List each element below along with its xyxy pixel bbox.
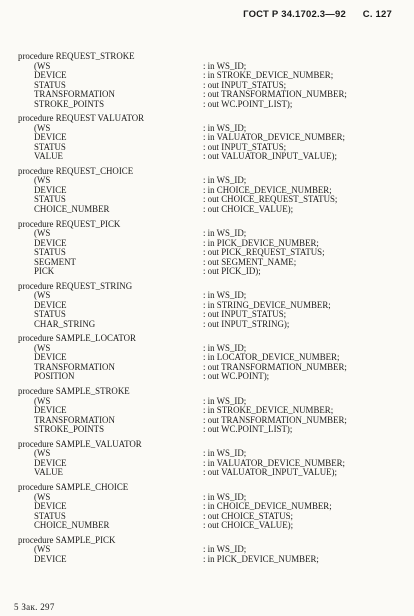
parameter-type: : out INPUT_STATUS; — [203, 309, 287, 320]
procedure-keyword: procedure — [18, 51, 54, 61]
parameter-type: : in STROKE_DEVICE_NUMBER; — [203, 405, 334, 416]
parameter-name: DEVICE — [34, 237, 67, 248]
procedure-keyword: procedure — [18, 280, 54, 291]
parameter-name: STROKE_POINTS — [34, 98, 105, 109]
procedure-name: REQUEST_PICK — [55, 218, 121, 229]
parameter-type: : out CHOICE_VALUE); — [203, 203, 294, 214]
procedure-name: SAMPLE_CHOICE — [55, 482, 129, 492]
page-footer: 5 Зак. 297 — [14, 602, 55, 612]
parameter-name: STATUS — [34, 194, 66, 205]
parameter-name: (WS — [34, 122, 51, 133]
procedure-name: REQUEST_STRING — [55, 280, 133, 291]
parameter-name: DEVICE — [34, 405, 67, 416]
parameter-name: CHOICE_NUMBER — [34, 520, 110, 530]
procedure-block — [18, 536, 398, 565]
procedure-block — [18, 334, 398, 382]
parameter-type: : in WS_ID; — [203, 544, 247, 555]
procedure-name: REQUEST VALUATOR — [55, 113, 145, 124]
parameter-type: : in VALUATOR_DEVICE_NUMBER; — [203, 132, 346, 143]
parameter-row — [18, 555, 398, 565]
parameter-name: CHOICE_NUMBER — [34, 203, 110, 214]
procedure-name: REQUEST_STROKE — [55, 51, 135, 61]
page-number: С. 127 — [362, 9, 392, 20]
parameter-name: STROKE_POINTS — [34, 424, 105, 435]
parameter-type: : in WS_ID; — [203, 395, 247, 406]
procedure-block — [18, 220, 398, 277]
parameter-type: : in PICK_DEVICE_NUMBER; — [203, 553, 319, 564]
parameter-type: : out SEGMENT_NAME; — [203, 256, 297, 267]
procedure-block — [18, 114, 398, 162]
parameter-row — [18, 267, 398, 277]
parameter-name: SEGMENT — [34, 256, 76, 267]
parameter-type: : out TRANSFORMATION_NUMBER; — [203, 89, 347, 99]
parameter-type: : in WS_ID; — [203, 290, 247, 301]
parameter-type: : in CHOICE_DEVICE_NUMBER; — [203, 184, 332, 195]
parameter-type: : out INPUT_STATUS; — [203, 79, 287, 90]
parameter-type: : out CHOICE_VALUE); — [203, 520, 294, 530]
parameter-row — [18, 372, 398, 382]
parameter-type: : out WC.POINT_LIST); — [203, 98, 293, 109]
parameter-name: DEVICE — [34, 352, 67, 363]
parameter-name: STATUS — [34, 247, 66, 258]
parameter-type: : out VALUATOR_INPUT_VALUE); — [203, 467, 337, 478]
parameter-name: (WS — [34, 395, 51, 406]
parameter-name: VALUE — [34, 151, 63, 162]
parameter-name: (WS — [34, 290, 51, 301]
parameter-name: (WS — [34, 175, 51, 186]
parameter-type: : out WC.POINT); — [203, 371, 270, 382]
parameter-name: (WS — [34, 228, 51, 239]
parameter-type: : in WS_ID; — [203, 122, 247, 133]
parameter-type: : out WC.POINT_LIST); — [203, 424, 293, 435]
procedure-keyword: procedure — [18, 438, 54, 449]
parameter-type: : in WS_ID; — [203, 228, 247, 239]
parameter-type: : in PICK_DEVICE_NUMBER; — [203, 237, 319, 248]
parameter-name: DEVICE — [34, 501, 67, 511]
parameter-type: : out INPUT_STRING); — [203, 318, 290, 329]
procedure-keyword: procedure — [18, 333, 54, 344]
parameter-type: : out PICK_REQUEST_STATUS; — [203, 247, 325, 258]
procedure-block — [18, 387, 398, 435]
parameter-row — [18, 320, 398, 330]
parameter-name: STATUS — [34, 79, 66, 90]
parameter-type: : out TRANSFORMATION_NUMBER; — [203, 361, 347, 372]
parameter-name: TRANSFORMATION — [34, 89, 115, 99]
parameter-type: : out VALUATOR_INPUT_VALUE); — [203, 151, 337, 162]
parameter-row — [18, 468, 398, 478]
parameter-row — [18, 152, 398, 162]
parameter-type: : in LOCATOR_DEVICE_NUMBER; — [203, 352, 340, 363]
procedure-name: SAMPLE_VALUATOR — [55, 438, 142, 449]
parameter-type: : out CHOICE_STATUS; — [203, 510, 294, 521]
parameter-name: PICK — [34, 266, 55, 277]
procedure-block — [18, 167, 398, 215]
parameter-name: (WS — [34, 544, 51, 555]
procedure-keyword: procedure — [18, 218, 54, 229]
procedure-name: SAMPLE_LOCATOR — [55, 333, 136, 344]
parameter-type: : out PICK_ID); — [203, 266, 261, 277]
procedure-name: REQUEST_CHOICE — [55, 165, 134, 176]
parameter-name: (WS — [34, 491, 51, 502]
procedure-listing — [18, 52, 398, 569]
parameter-type: : out TRANSFORMATION_NUMBER; — [203, 414, 347, 425]
parameter-type: : out INPUT_STATUS; — [203, 141, 287, 152]
parameter-type: : in STRING_DEVICE_NUMBER; — [203, 299, 331, 310]
parameter-name: VALUE — [34, 467, 63, 478]
parameter-type: : in WS_ID; — [203, 60, 247, 71]
parameter-type: : in WS_ID; — [203, 491, 247, 502]
parameter-name: (WS — [34, 342, 51, 353]
standard-number: ГОСТ Р 34.1702.3—92 — [243, 9, 346, 20]
procedure-block — [18, 52, 398, 109]
parameter-name: TRANSFORMATION — [34, 361, 115, 372]
parameter-row — [18, 425, 398, 435]
parameter-name: DEVICE — [34, 132, 67, 143]
parameter-type: : in WS_ID; — [203, 175, 247, 186]
procedure-keyword: procedure — [18, 165, 54, 176]
parameter-name: DEVICE — [34, 70, 67, 80]
parameter-type: : in CHOICE_DEVICE_NUMBER; — [203, 501, 332, 511]
parameter-name: STATUS — [34, 510, 66, 521]
procedure-keyword: procedure — [18, 386, 54, 397]
procedure-block — [18, 483, 398, 531]
parameter-row — [18, 521, 398, 531]
procedure-keyword: procedure — [18, 534, 54, 545]
procedure-keyword: procedure — [18, 482, 54, 492]
parameter-name: (WS — [34, 60, 51, 71]
parameter-type: : in VALUATOR_DEVICE_NUMBER; — [203, 457, 346, 468]
parameter-type: : in WS_ID; — [203, 342, 247, 353]
procedure-name: SAMPLE_STROKE — [55, 386, 130, 397]
parameter-name: DEVICE — [34, 457, 67, 468]
parameter-name: STATUS — [34, 141, 66, 152]
parameter-type: : out CHOICE_REQUEST_STATUS; — [203, 194, 338, 205]
parameter-name: (WS — [34, 448, 51, 459]
parameter-type: : in WS_ID; — [203, 448, 247, 459]
parameter-name: POSITION — [34, 371, 75, 382]
parameter-name: TRANSFORMATION — [34, 414, 115, 425]
parameter-row — [18, 205, 398, 215]
parameter-name: CHAR_STRING — [34, 318, 96, 329]
procedure-block — [18, 282, 398, 330]
procedure-keyword: procedure — [18, 113, 54, 124]
parameter-name: DEVICE — [34, 184, 67, 195]
procedure-name: SAMPLE_PICK — [55, 534, 116, 545]
parameter-name: DEVICE — [34, 299, 67, 310]
parameter-row — [18, 100, 398, 110]
parameter-type: : in STROKE_DEVICE_NUMBER; — [203, 70, 334, 80]
page-header — [229, 9, 392, 20]
parameter-name: STATUS — [34, 309, 66, 320]
parameter-name: DEVICE — [34, 553, 67, 564]
procedure-block — [18, 440, 398, 478]
